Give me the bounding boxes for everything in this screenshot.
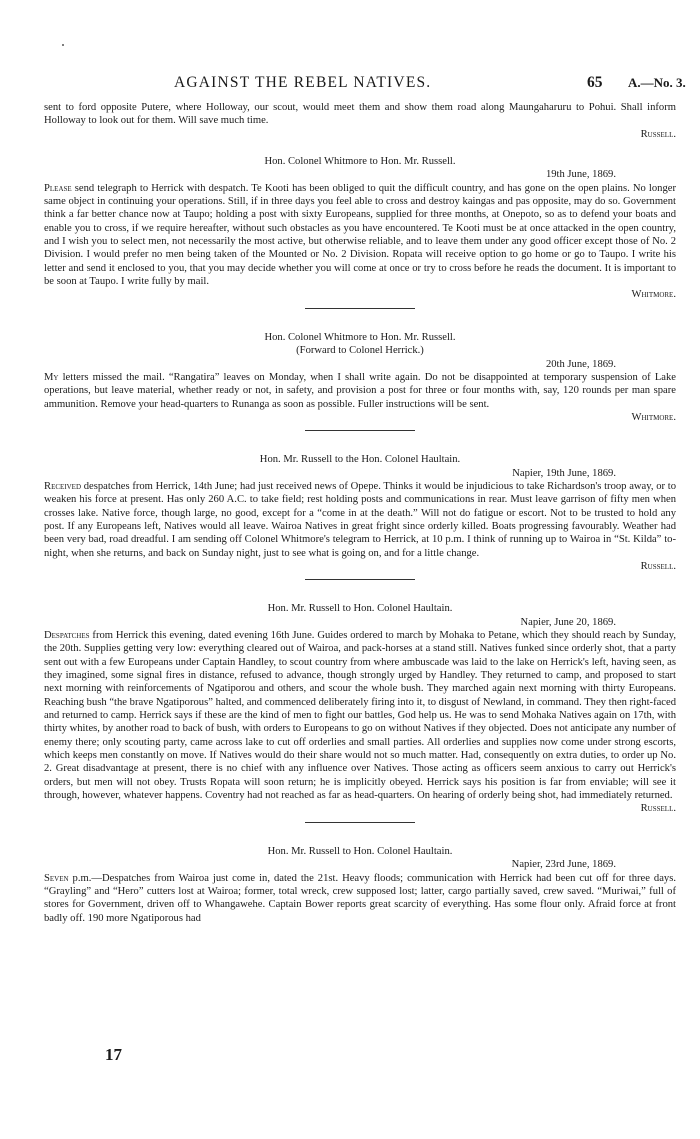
letter-date: 20th June, 1869. bbox=[545, 358, 616, 370]
section-rule bbox=[305, 430, 415, 431]
sheet-signature: 17 bbox=[105, 1045, 122, 1064]
paper-number: A.—No. 3. bbox=[628, 75, 686, 90]
signature: Russell. bbox=[640, 128, 676, 140]
letter-heading: Hon. Mr. Russell to Hon. Colonel Haultain. bbox=[267, 603, 453, 615]
opening-word: Received bbox=[44, 480, 82, 492]
page-number: 65 bbox=[587, 74, 603, 91]
letter-heading: Hon. Mr. Russell to Hon. Colonel Haultain. bbox=[267, 845, 453, 857]
letter-subheading: (Forward to Colonel Herrick.) bbox=[296, 345, 424, 357]
letter-heading: Hon. Colonel Whitmore to Hon. Mr. Russell. bbox=[264, 331, 456, 343]
document-page bbox=[44, 0, 686, 1139]
body-text: from Herrick this evening, dated evening 16th June. Guides ordered to march by Mohaka to Petane, which they should reach by Sunday, the 20th. Supplies getting very low: everything cleared out of Wairoa, and pack-horses at a stand still. Natives funked since orderly shot, that a party sent out with a few Europeans under Captain Handley, to scout country from where ambuscade was laid to the lake on Herrick's left, having seen, as they imagined, some signal fires in distance, refused to advance, though strongly urged by Handley. They returned to camp, and proposed to start next morning with reinforcements of Ngatiporou and others, and scour the whole bush. They marched again next morning with thirty Europeans. Reaching bush “the brave Ngatiporous” halted, and commenced deliberately firing into it, to disgust of Newland, in command. They then right-faced and returned to camp. Herrick says if these are the kind of men to fight our battles, God help us. He was to send Mohaka Natives again on 17th, with thirty whites, by another road to back of bush, with orders to Europeans to go on without Natives if they objected. Does not anticipate any number of enemy there; only scouting party, came across lake to cut off orderlies and small parties. All orderlies and supplies now come under strong escorts, which keeps men constantly on move. If Natives would do their share would not so much matter. Had, consequently on extra duties, to order up No. 2. Great disadvantage at present, there is no chief with any influence over Natives. Those acting as officers seem anxious to carry out Herrick's orders, but men will not obey. Trusts Ropata will soon return; he is implicitly obeyed. Herrick says his position is far from enviable; will see it through, however, whatever happens. Coventry had not reached as far as head-quarters. On hearing of orderly being shot, had immediately returned. bbox=[44, 630, 676, 802]
opening-word: Despatches bbox=[44, 630, 90, 641]
opening-word: Seven bbox=[44, 872, 69, 884]
letter-body bbox=[44, 480, 676, 560]
signature: Whitmore. bbox=[631, 289, 676, 301]
section-rule bbox=[305, 822, 415, 823]
letter-body bbox=[44, 629, 676, 802]
letter-body bbox=[44, 371, 676, 411]
opening-word: Please bbox=[44, 182, 72, 194]
running-title: AGAINST THE REBEL NATIVES. bbox=[174, 74, 432, 91]
spacer bbox=[44, 317, 676, 331]
section-rule bbox=[305, 308, 415, 309]
letter-body bbox=[44, 182, 676, 289]
opening-word: My bbox=[44, 371, 59, 383]
body-text: p.m.—Despatches from Wairoa just come in, dated the 21st. Heavy floods; communication with Herrick had been cut off for three days. “Grayling” and “Hero” cutters lost at Wairoa; former, total wreck, crew supposed lost; latter, cargo partially saved, crew saved. “Muriwai,” full of stores for Government, driven off to Whangawehe. Captain Bower reports great scarcity of everything. Has some flour only. Afraid force at front badly off. 190 more Ngatiporous had bbox=[44, 872, 676, 924]
spacer bbox=[44, 439, 676, 453]
running-header bbox=[44, 74, 686, 94]
letter-date: 19th June, 1869. bbox=[545, 169, 616, 181]
spacer bbox=[44, 588, 676, 602]
document-body bbox=[44, 101, 676, 925]
letter-heading: Hon. Mr. Russell to the Hon. Colonel Haultain. bbox=[259, 454, 461, 466]
signature: Russell. bbox=[640, 560, 676, 572]
continued-paragraph: sent to ford opposite Putere, where Holloway, our scout, would meet them and show them road along Maungaharuru to Pohui. Shall inform Holloway to look out for them. Will save much time. bbox=[44, 102, 676, 127]
letter-date: Napier, 19th June, 1869. bbox=[512, 467, 616, 479]
body-text: despatches from Herrick, 14th June; had just received news of Opepe. Thinks it would be injudicious to take Richardson's troop away, or to weaken his force at present. Has only 260 A.C. to take field; rest holding posts and communications in rear. Must leave garrison of fifty men when crosses lake. Native force, though large, no good, except for a “come in at the death.” Will not do fatigue or escort. Not to be trusted to hold any post. If any Europeans left, Natives would all leave. Wairoa Natives in great fright since orderly killed. Boats progressing favourably. Weather had been very bad, road dreadful. I am sending off Colonel Whitmore's telegram to Herrick, at 10 p.m. I think of running up to Wairoa in “St. Kilda” to-night, when she returns, and back on Sunday night, just to see what is going on, and for a little change. bbox=[44, 480, 676, 559]
spacer bbox=[44, 831, 676, 845]
signature: Whitmore. bbox=[631, 411, 676, 423]
signature: Russell. bbox=[640, 803, 676, 815]
letter-date: Napier, 23rd June, 1869. bbox=[511, 859, 616, 871]
section-rule bbox=[305, 579, 415, 580]
body-text: letters missed the mail. “Rangatira” leaves on Monday, when I shall write again. Do not be disappointed at temporary suspension of Lake operations, but leave material, whether ready or not, in safety, and provision a post for three or four months with, say, 120 rounds per man spare ammunition. Remove your head-quarters to Runanga as soon as possible. Fuller instructions will be sent. bbox=[44, 371, 676, 410]
letter-body bbox=[44, 872, 676, 925]
letter-date: Napier, June 20, 1869. bbox=[520, 616, 616, 628]
spacer bbox=[44, 141, 676, 155]
letter-heading: Hon. Colonel Whitmore to Hon. Mr. Russell. bbox=[264, 156, 456, 168]
body-text: send telegraph to Herrick with despatch. Te Kooti has been obliged to quit the difficult country, and has gone on the open plains. No longer same object in continuing your operations. Still, if in three days you feel able to cross and destroy kaingas and pas opposite, may do so. Government think a far better chance now at Taupo; holding a post with sixty Europeans, supplied for three months, at Onepoto, so as to defend your boats and enable you to cross, if we require hereafter, without such obstacles as you have encountered. Te Kooti must be at once attacked in the open country, and I wish you to select men, not necessarily the most active, but otherwise reliable, and to leave them under any good officer except those of No. 2 Division. I would prefer no men being taken of the Mounted or No. 2 Division. Ropata will receive option to go home or go to Taupo. I write his letter and send it enclosed to you, that you may decide whether you will come at once or try to cross before he reads the document. It is important to be soon at Taupo. I write fully by mail. bbox=[44, 182, 676, 288]
